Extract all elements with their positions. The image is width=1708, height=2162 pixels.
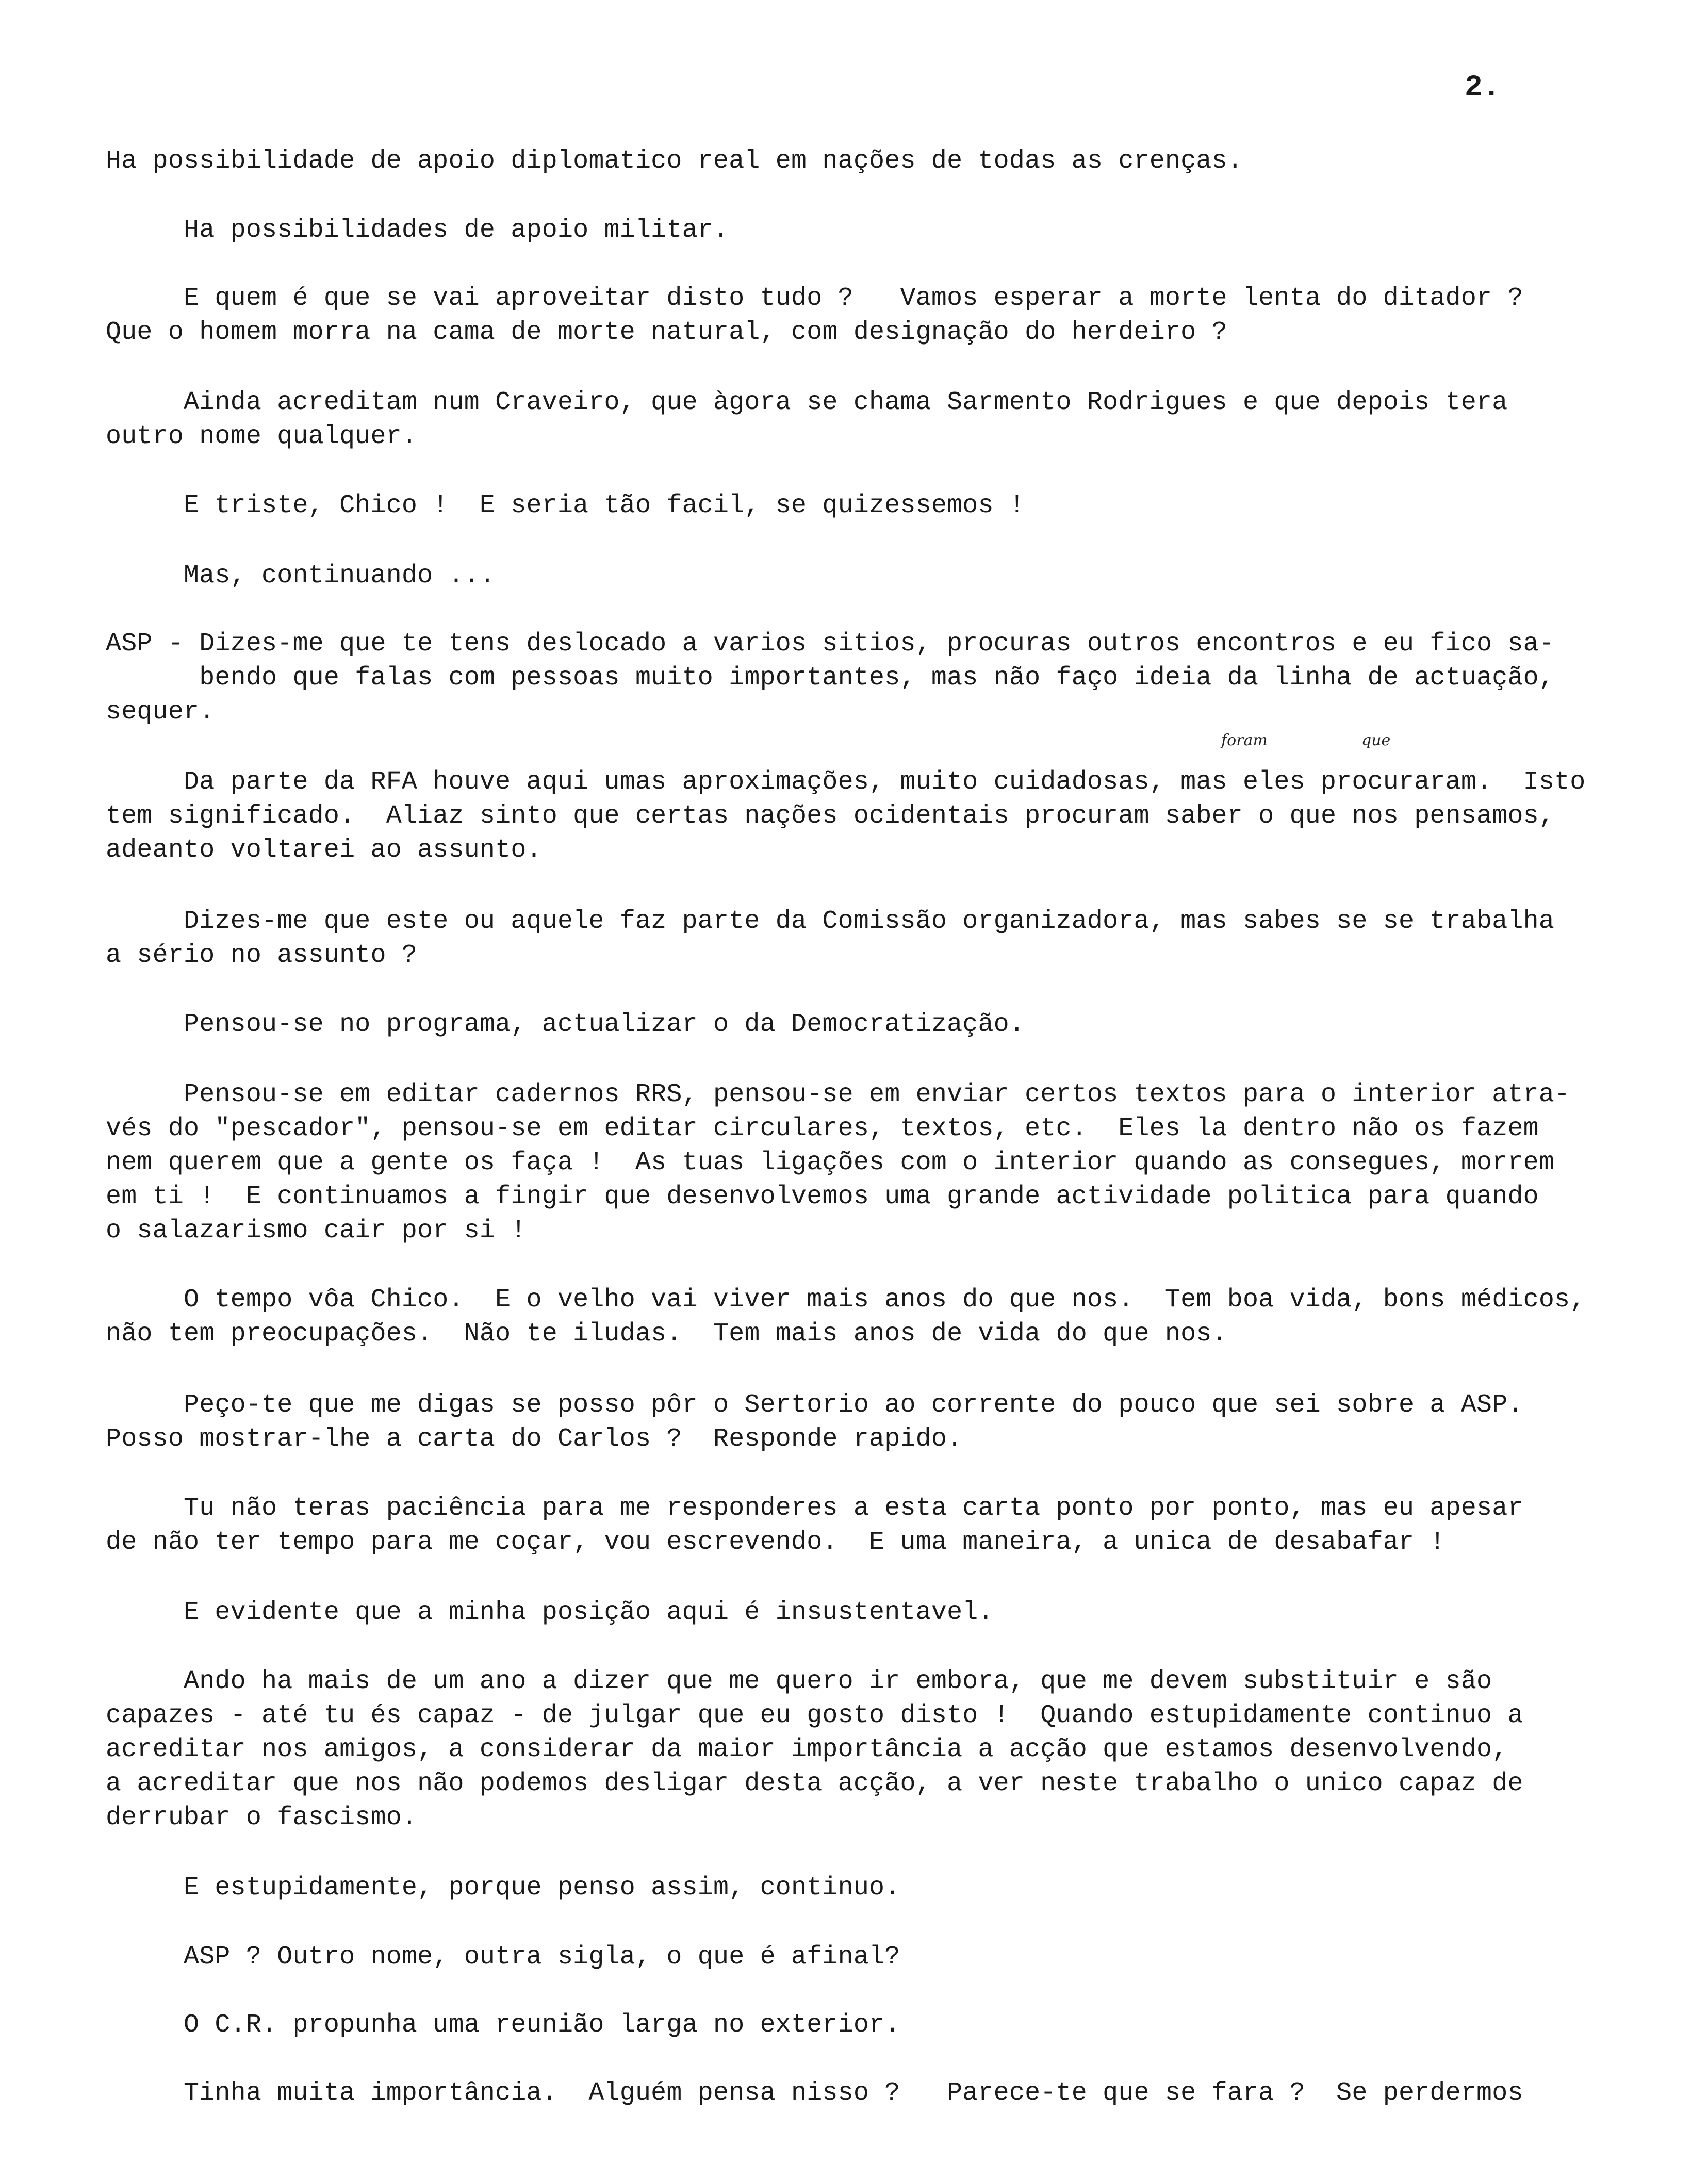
text-line: Ha possibilidades de apoio militar. (106, 216, 729, 245)
text-line: E triste, Chico ! E seria tão facil, se quizessemos ! (106, 491, 1025, 520)
text-line: em ti ! E continuamos a fingir que desenvolvemos uma grande actividade politica para quando (106, 1182, 1539, 1211)
text-line: Ando ha mais de um ano a dizer que me quero ir embora, que me devem substituir e são (106, 1667, 1492, 1696)
text-line: Que o homem morra na cama de morte natural, com designação do herdeiro ? (106, 318, 1227, 347)
handwritten-note: que (1361, 731, 1391, 749)
text-line: não tem preocupações. Não te iludas. Tem mais anos de vida do que nos. (106, 1319, 1227, 1349)
text-line: Ainda acreditam num Craveiro, que àgora se chama Sarmento Rodrigues e que depois tera (106, 388, 1508, 417)
paragraph (106, 1596, 1622, 1630)
text-line: E estupidamente, porque penso assim, continuo. (106, 1873, 900, 1903)
text-line: a sério no assunto ? (106, 941, 418, 970)
text-line: sequer. (106, 697, 215, 727)
text-line: Posso mostrar-lhe a carta do Carlos ? Responde rapido. (106, 1424, 963, 1454)
text-line: bendo que falas com pessoas muito importantes, mas não faço ideia da linha de actuação, (106, 663, 1555, 693)
text-line: tem significado. Aliaz sinto que certas nações ocidentais procuram saber o que nos pensamos, (106, 801, 1555, 831)
paragraph (106, 144, 1622, 178)
text-line: O C.R. propunha uma reunião larga no exterior. (106, 2010, 900, 2040)
text-line: derrubar o fascismo. (106, 1803, 418, 1832)
text-line: ASP - Dizes-me que te tens deslocado a varios sitios, procuras outros encontros e eu fico sa- (106, 629, 1555, 659)
paragraph (106, 559, 1622, 593)
paragraph (106, 627, 1622, 729)
paragraph (106, 386, 1622, 454)
paragraph (106, 905, 1622, 973)
text-line: Pensou-se no programa, actualizar o da Democratização. (106, 1010, 1025, 1039)
text-line: nem querem que a gente os faça ! As tuas ligações com o interior quando as consegues, morrem (106, 1148, 1555, 1177)
text-line: a acreditar que nos não podemos desligar desta acção, a ver neste trabalho o unico capaz de (106, 1769, 1523, 1798)
paragraph (106, 1008, 1622, 1042)
text-line: acreditar nos amigos, a considerar da maior importância a acção que estamos desenvolvendo, (106, 1735, 1508, 1764)
handwritten-note: foram (1221, 731, 1268, 749)
text-line: O tempo vôa Chico. E o velho vai viver mais anos do que nos. Tem boa vida, bons médicos, (106, 1285, 1586, 1315)
text-line: vés do "pescador", pensou-se em editar circulares, textos, etc. Eles la dentro não os fazem (106, 1114, 1539, 1143)
text-line: outro nome qualquer. (106, 422, 418, 451)
paragraph (106, 1492, 1622, 1560)
text-line: Ha possibilidade de apoio diplomatico real em nações de todas as crenças. (106, 146, 1243, 176)
text-line: Tinha muita importância. Alguém pensa nisso ? Parece-te que se fara ? Se perdermos (106, 2078, 1523, 2108)
paragraph (106, 489, 1622, 523)
paragraph (106, 1078, 1622, 1248)
paragraph (106, 1871, 1622, 1905)
text-line: Mas, continuando ... (106, 561, 496, 591)
page-number: 2. (1465, 71, 1501, 105)
text-line: Da parte da RFA houve aqui umas aproximações, muito cuidadosas, mas eles procuraram. Isto (106, 767, 1586, 797)
text-line: ASP ? Outro nome, outra sigla, o que é afinal? (106, 1942, 900, 1972)
text-line: Tu não teras paciência para me responderes a esta carta ponto por ponto, mas eu apesar (106, 1494, 1523, 1523)
paragraph (106, 282, 1622, 350)
text-line: Pensou-se em editar cadernos RRS, pensou-se em enviar certos textos para o interior atra- (106, 1080, 1570, 1109)
paragraph (106, 2008, 1622, 2042)
paragraph (106, 2076, 1622, 2110)
paragraph (106, 214, 1622, 248)
paragraph (106, 1940, 1622, 1974)
text-line: E evidente que a minha posição aqui é insustentavel. (106, 1598, 994, 1627)
paragraph (106, 1665, 1622, 1835)
paragraph (106, 1283, 1622, 1351)
text-line: o salazarismo cair por si ! (106, 1216, 527, 1246)
text-line: Dizes-me que este ou aquele faz parte da Comissão organizadora, mas sabes se se trabalha (106, 907, 1555, 936)
text-line: de não ter tempo para me coçar, vou escrevendo. E uma maneira, a unica de desabafar ! (106, 1528, 1446, 1557)
text-line: adeanto voltarei ao assunto. (106, 836, 542, 865)
text-line: capazes - até tu és capaz - de julgar que eu gosto disto ! Quando estupidamente continuo a (106, 1701, 1523, 1730)
paragraph (106, 765, 1622, 867)
text-line: Peço-te que me digas se posso pôr o Sertorio ao corrente do pouco que sei sobre a ASP. (106, 1390, 1523, 1420)
paragraph (106, 1388, 1622, 1456)
text-line: E quem é que se vai aproveitar disto tudo ? Vamos esperar a morte lenta do ditador ? (106, 284, 1523, 313)
